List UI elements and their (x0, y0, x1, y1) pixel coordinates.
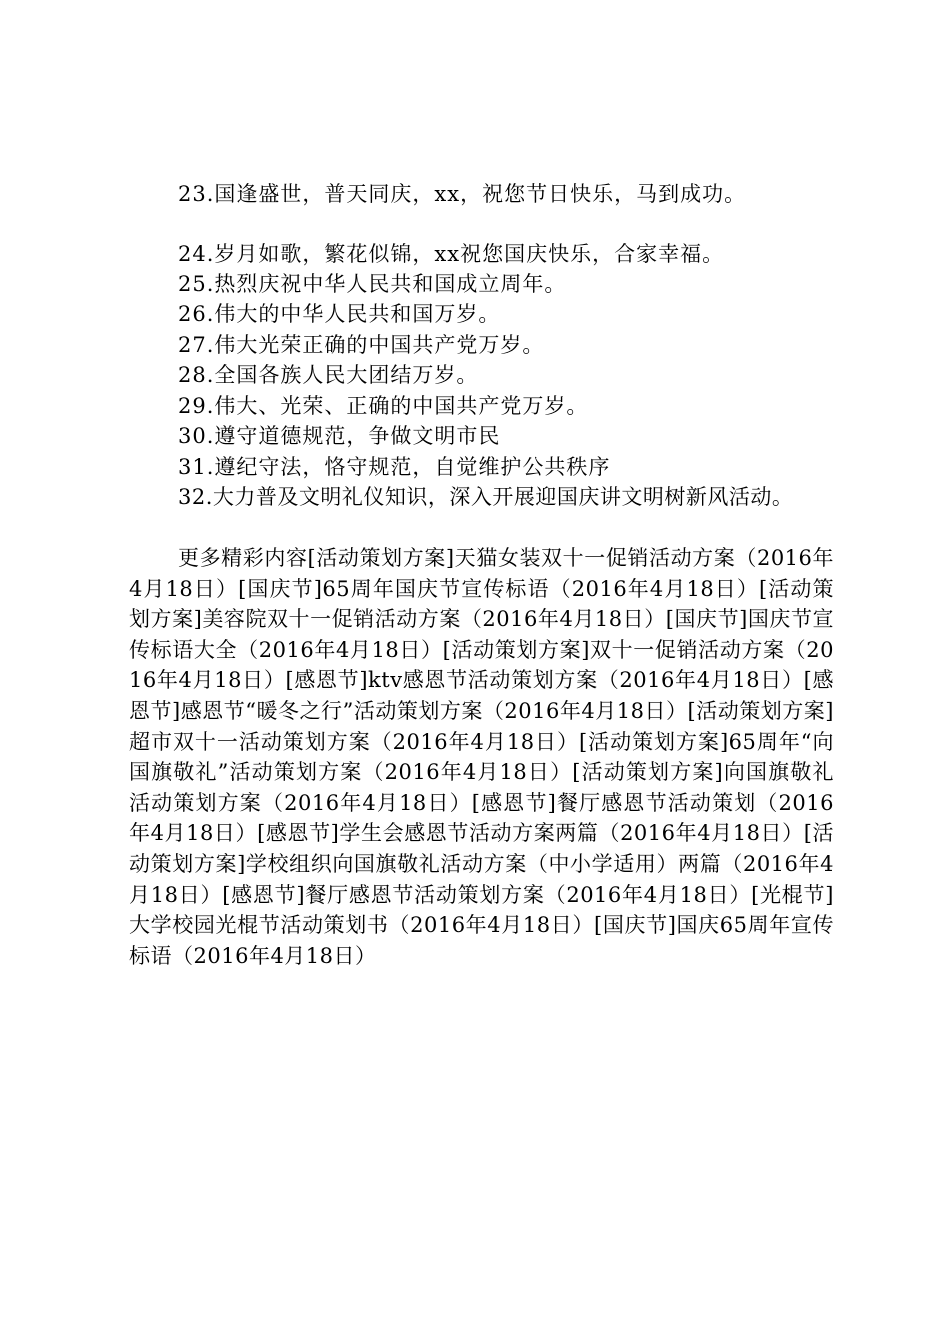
list-item-32: 32.大力普及文明礼仪知识，深入开展迎国庆讲文明树新风活动。 (178, 485, 794, 509)
more-content-paragraph: 更多精彩内容[活动策划方案]天猫女装双十一促销活动方案（2016年4月18日）[国庆节]65周年国庆节宣传标语（2016年4月18日）[活动策划方案]美容院双十一促销活动方案（2016年4月18日）[国庆节]国庆节宣传标语大全（2016年4月18日）[活动策划方案]双十一促销活动方案（2016年4月18日）[感恩节]ktv感恩节活动策划方案（2016年4月18日）[感恩节]感恩节“暖冬之行”活动策划方案（2016年4月18日）[活动策划方案]超市双十一活动策划方案（2016年4月18日）[活动策划方案]65周年“向国旗敬礼”活动策划方案（2016年4月18日）[活动策划方案]向国旗敬礼活动策划方案（2016年4月18日）[感恩节]餐厅感恩节活动策划（2016年4月18日）[感恩节]学生会感恩节活动方案两篇（2016年4月18日）[活动策划方案]学校组织向国旗敬礼活动方案（中小学适用）两篇（2016年4月18日）[感恩节]餐厅感恩节活动策划方案（2016年4月18日）[光棍节]大学校园光棍节活动策划书（2016年4月18日）[国庆节]国庆65周年宣传标语（2016年4月18日） (129, 546, 834, 968)
list-item: 31.遵纪守法，恪守规范，自觉维护公共秩序 (178, 455, 611, 479)
list-item: 24.岁月如歌，繁花似锦，xx祝您国庆快乐，合家幸福。 (178, 242, 725, 266)
list-item: 28.全国各族人民大团结万岁。 (178, 363, 479, 387)
list-item: 29.伟大、光荣、正确的中国共产党万岁。 (178, 394, 589, 418)
list-item: 23.国逢盛世，普天同庆，xx，祝您节日快乐，马到成功。 (178, 182, 747, 206)
list-item: 30.遵守道德规范，争做文明市民 (178, 424, 501, 448)
list-item: 26.伟大的中华人民共和国万岁。 (178, 302, 501, 326)
list-item: 27.伟大光荣正确的中国共产党万岁。 (178, 333, 545, 357)
list-item: 25.热烈庆祝中华人民共和国成立周年。 (178, 272, 567, 296)
